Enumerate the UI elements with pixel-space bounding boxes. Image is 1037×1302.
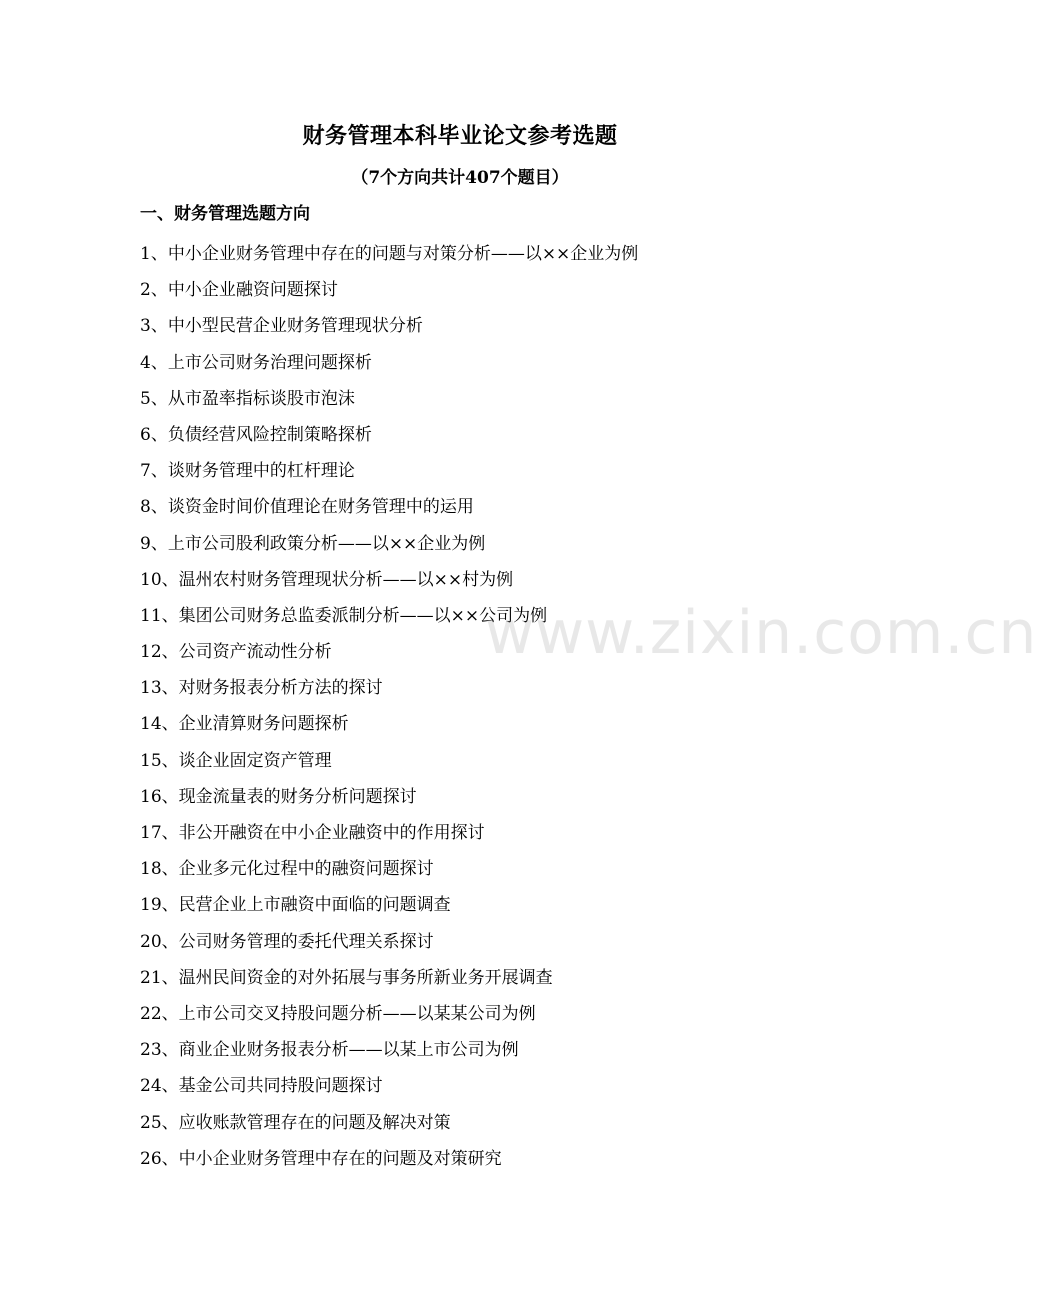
topic-item: 17、非公开融资在中小企业融资中的作用探讨 bbox=[140, 823, 485, 843]
topic-item: 2、中小企业融资问题探讨 bbox=[140, 280, 338, 301]
topic-item: 20、公司财务管理的委托代理关系探讨 bbox=[140, 931, 434, 952]
section-heading: 一、财务管理选题方向 bbox=[140, 204, 310, 224]
topic-item: 16、现金流量表的财务分析问题探讨 bbox=[140, 786, 417, 807]
topic-item: 18、企业多元化过程中的融资问题探讨 bbox=[140, 859, 434, 880]
topic-item: 23、商业企业财务报表分析——以某上市公司为例 bbox=[140, 1040, 519, 1061]
topic-item: 6、负债经营风险控制策略探析 bbox=[140, 424, 372, 445]
topic-item: 22、上市公司交叉持股问题分析——以某某公司为例 bbox=[140, 1003, 536, 1024]
topic-item: 10、温州农村财务管理现状分析——以××村为例 bbox=[140, 569, 514, 590]
watermark-text: www.zixin.com.cn bbox=[485, 598, 1037, 668]
topic-item: 15、谈企业固定资产管理 bbox=[140, 750, 332, 771]
topic-list bbox=[140, 236, 780, 1177]
topic-item: 9、上市公司股利政策分析——以××企业为例 bbox=[140, 533, 486, 554]
topic-item: 12、公司资产流动性分析 bbox=[140, 642, 332, 663]
document-title: 财务管理本科毕业论文参考选题 bbox=[302, 123, 618, 149]
topic-item: 14、企业清算财务问题探析 bbox=[140, 714, 349, 735]
topic-item: 24、基金公司共同持股问题探讨 bbox=[140, 1076, 383, 1097]
topic-item: 21、温州民间资金的对外拓展与事务所新业务开展调查 bbox=[140, 967, 553, 988]
topic-item: 3、中小型民营企业财务管理现状分析 bbox=[140, 316, 423, 337]
topic-item: 8、谈资金时间价值理论在财务管理中的运用 bbox=[140, 497, 474, 518]
topic-item: 4、上市公司财务治理问题探析 bbox=[140, 352, 372, 373]
document-subtitle: （7个方向共计407个题目） bbox=[351, 168, 569, 188]
topic-item: 7、谈财务管理中的杠杆理论 bbox=[140, 461, 355, 482]
topic-item: 11、集团公司财务总监委派制分析——以××公司为例 bbox=[140, 605, 548, 626]
topic-item: 13、对财务报表分析方法的探讨 bbox=[140, 678, 383, 699]
topic-item: 25、应收账款管理存在的问题及解决对策 bbox=[140, 1112, 451, 1133]
topic-item: 1、中小企业财务管理中存在的问题与对策分析——以××企业为例 bbox=[140, 244, 639, 264]
topic-item: 19、民营企业上市融资中面临的问题调查 bbox=[140, 895, 451, 916]
topic-item: 26、中小企业财务管理中存在的问题及对策研究 bbox=[140, 1148, 502, 1169]
topic-item: 5、从市盈率指标谈股市泡沫 bbox=[140, 388, 355, 409]
